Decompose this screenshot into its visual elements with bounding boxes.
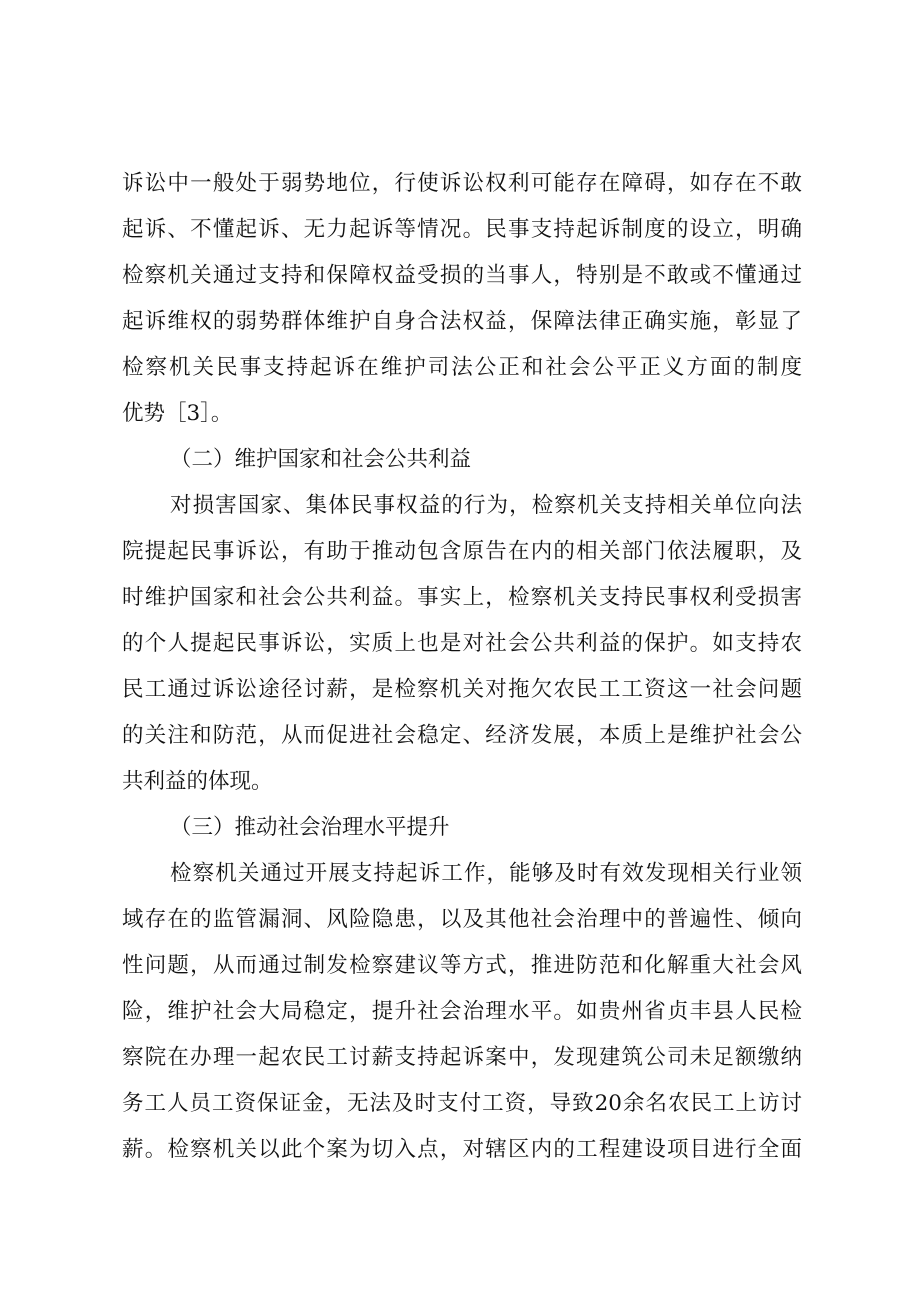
section-heading-2: （二）维护国家和社会公共利益 [170, 447, 472, 472]
paragraph-line: 检察机关通过开展支持起诉工作，能够及时有效发现相关行业领 [170, 861, 802, 886]
section-heading-3: （三）推动社会治理水平提升 [170, 815, 450, 840]
paragraph-line: 起诉维权的弱势群体维护自身合法权益，保障法律正确实施，彰显了 [122, 309, 802, 334]
paragraph-line: 院提起民事诉讼，有助于推动包含原告在内的相关部门依法履职，及 [122, 539, 802, 564]
paragraph-line: 共利益的体现。 [122, 769, 273, 794]
paragraph-line: 优势［3］。 [122, 401, 233, 426]
paragraph-line: 的个人提起民事诉讼，实质上也是对社会公共利益的保护。如支持农 [122, 631, 802, 656]
paragraph-line: 时维护国家和社会公共利益。事实上，检察机关支持民事权利受损害 [122, 585, 802, 610]
paragraph-line: 检察机关民事支持起诉在维护司法公正和社会公平正义方面的制度 [122, 355, 802, 380]
paragraph-line: 性问题，从而通过制发检察建议等方式，推进防范和化解重大社会风 [122, 953, 802, 978]
paragraph-line: 起诉、不懂起诉、无力起诉等情况。民事支持起诉制度的设立，明确 [122, 217, 802, 242]
paragraph-line: 察院在办理一起农民工讨薪支持起诉案中，发现建筑公司未足额缴纳 [122, 1045, 802, 1070]
paragraph-line: 薪。检察机关以此个案为切入点，对辖区内的工程建设项目进行全面 [122, 1137, 802, 1162]
paragraph-line: 检察机关通过支持和保障权益受损的当事人，特别是不敢或不懂通过 [122, 263, 802, 288]
paragraph-line: 的关注和防范，从而促进社会稳定、经济发展，本质上是维护社会公 [122, 723, 802, 748]
paragraph-line: 域存在的监管漏洞、风险隐患，以及其他社会治理中的普遍性、倾向 [122, 907, 802, 932]
paragraph-line: 务工人员工资保证金，无法及时支付工资，导致20余名农民工上访讨 [122, 1091, 802, 1116]
paragraph-line: 对损害国家、集体民事权益的行为，检察机关支持相关单位向法 [170, 493, 802, 518]
paragraph-line: 诉讼中一般处于弱势地位，行使诉讼权利可能存在障碍，如存在不敢 [122, 171, 802, 196]
paragraph-line: 民工通过诉讼途径讨薪，是检察机关对拖欠农民工工资这一社会问题 [122, 677, 802, 702]
paragraph-line: 险，维护社会大局稳定，提升社会治理水平。如贵州省贞丰县人民检 [122, 999, 802, 1024]
